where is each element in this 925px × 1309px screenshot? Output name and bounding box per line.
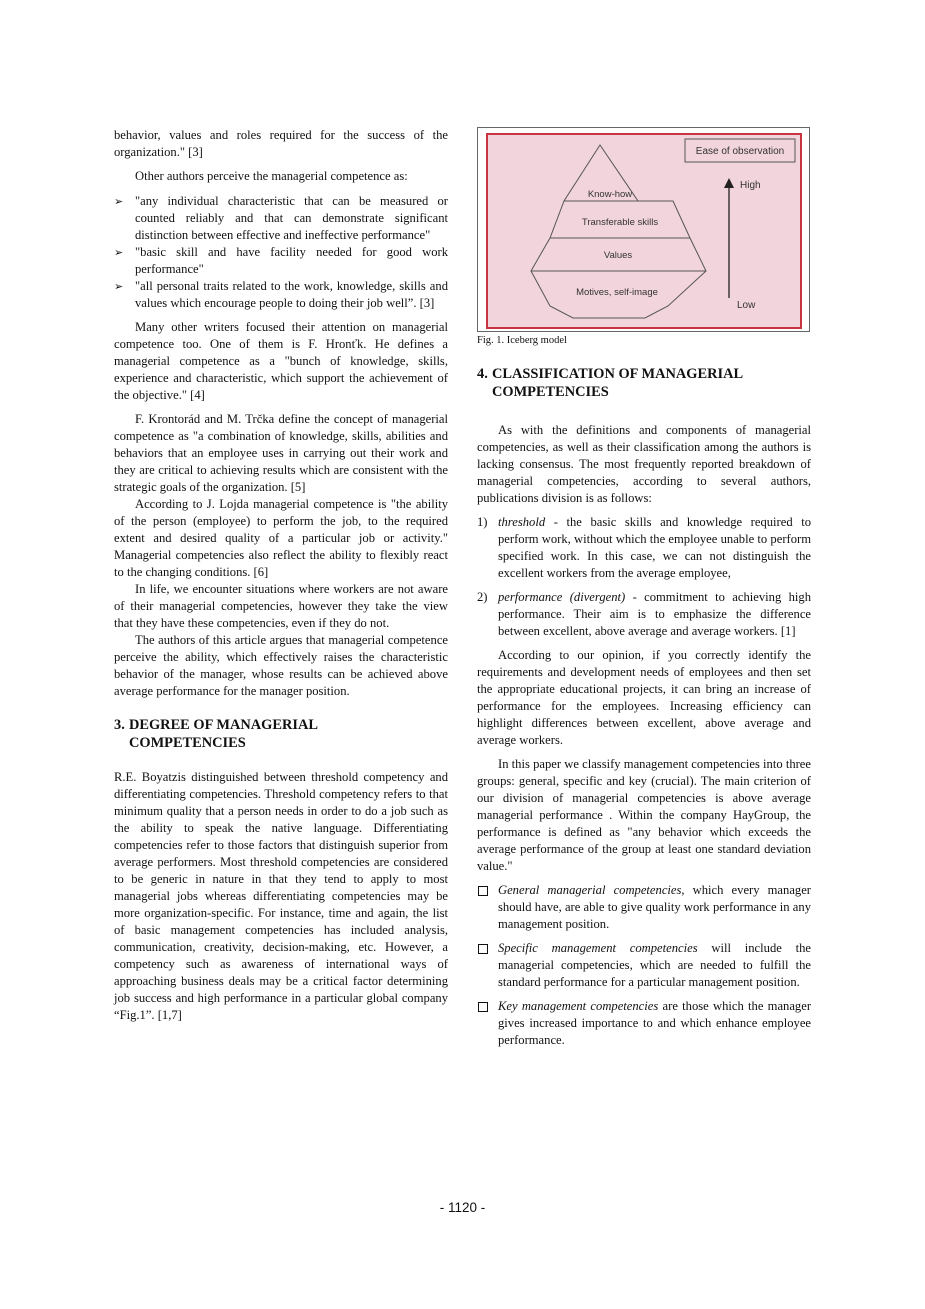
- list-item: 2) performance (divergent) - commitment to achieving high performance. Their aim is to emphasize the difference between excellent, above average and average workers. [1]: [477, 590, 812, 638]
- layer-label: Transferable skills: [581, 217, 659, 228]
- page-number: - 1120 -: [439, 1200, 486, 1215]
- paragraph: Many other writers focused their attention on managerial competence too. One of them is F. Hronťk. He defines a managerial competence as a "bunch of knowledge, skills, experience and characteristic, which support the achievement of the objective." [4]: [114, 320, 448, 402]
- list-item: 1) threshold - the basic skills and knowledge required to perform work, without which the employee unable to perform specified work. In this case, we can not distinguish the excellent workers from the average employee,: [477, 515, 811, 580]
- left-column: [114, 127, 448, 1024]
- list-item: General managerial competencies, which every manager should have, are able to give quality work performance in any management position.: [477, 882, 811, 933]
- list-item: ➢ "basic skill and have facility needed for good work performance": [114, 245, 448, 276]
- arrowhead-bullet-icon: ➢: [114, 195, 124, 208]
- list-item: Specific management competencies will include the managerial competencies, which are needed to fulfill the standard performance for a particular management position.: [477, 940, 811, 991]
- iceberg-figure: [477, 127, 810, 332]
- paragraph: According to J. Lojda managerial competence is "the ability of the person (employee) to perform the job, to the required extent and desired quality of a particular job or activity." Managerial competencies also reflect the ability to flexibly react to the changing conditions. [6]: [114, 497, 448, 579]
- right-column: [477, 127, 811, 1049]
- list-item: ➢ "any individual characteristic that can be measured or counted reliably and that can demonstrate significant distinction between effective and ineffective performance": [114, 194, 448, 242]
- section-heading: 4. CLASSIFICATION OF MANAGERIAL COMPETENCIES: [477, 366, 743, 400]
- layer-label: Motives, self-image: [576, 287, 658, 298]
- list-item: Key management competencies are those which the manager gives increased importance to and which enhance employee performance.: [477, 998, 811, 1049]
- paragraph: Other authors perceive the managerial competence as:: [135, 169, 408, 183]
- layer-label: Values: [603, 250, 633, 261]
- arrowhead-bullet-icon: ➢: [114, 280, 124, 293]
- layer-label: Know-how: [587, 189, 633, 200]
- paragraph: The authors of this article argues that managerial competence perceive the ability, which effectively raises the characteristic behavior of the manager, whose results can be achieved above average performance for the manager position.: [114, 633, 448, 698]
- paragraph: In this paper we classify management competencies into three groups: general, specific and key (crucial). The main criterion of our division of managerial competencies is above average managerial performance . Within the company HayGroup, the performance is defined as "any behavior which exceeds the average performance of the group at least one standard deviation value.": [477, 757, 811, 873]
- legend-text: Ease of observation: [695, 146, 785, 157]
- low-label: Low: [737, 300, 756, 311]
- checkbox-bullet-icon: [478, 1002, 488, 1012]
- iceberg-diagram: [478, 128, 809, 331]
- paragraph: F. Krontorád and M. Trčka define the concept of managerial competence as "a combination of knowledge, skills, abilities and behaviors that an employee uses in carrying out their work and they are critical to achieving results which are consistent with the strategic goals of the organization. [5]: [114, 412, 448, 494]
- checkbox-bullet-icon: [478, 886, 488, 896]
- checkbox-bullet-icon: [478, 944, 488, 954]
- list-item: ➢ "all personal traits related to the work, knowledge, skills and values which encourage people to doing their job well”. [3]: [114, 279, 448, 310]
- high-label: High: [740, 180, 761, 191]
- section-heading: 3. DEGREE OF MANAGERIAL COMPETENCIES: [114, 717, 318, 751]
- paragraph: In life, we encounter situations where workers are not aware of their managerial competencies, however they take the view that they have these competencies, even if they do not.: [114, 582, 448, 630]
- paragraph: behavior, values and roles required for the success of the organization." [3]: [114, 128, 448, 159]
- arrowhead-bullet-icon: ➢: [114, 246, 124, 259]
- bullet-list: [114, 193, 448, 312]
- figure-caption: Fig. 1. Iceberg model: [477, 335, 567, 346]
- paragraph: As with the definitions and components of managerial competencies, as well as their classification among the authors is lacking consensus. The most frequently reported breakdown of managerial competencies, according to several authors, publications division is as follows:: [477, 423, 811, 505]
- paragraph: According to our opinion, if you correctly identify the requirements and development needs of employees and then set the appropriate educational projects, it can bring an increase of performance for the employees. Increasing efficiency can highlight differences between excellent, above average and average workers.: [477, 648, 811, 747]
- paragraph: R.E. Boyatzis distinguished between threshold competency and differentiating competencies. Threshold competency refers to that minimum quality that a person needs in order to do a job such as the ability to speak the native language. Differentiating competencies refer to those factors that distinguish superior from average performers. Most threshold competencies are considered to be generic in nature in that they tend to apply to most managerial jobs whereas differentiating competencies may be more organization-specific. For instance, time and again, the list of basic management competencies has included analysis, communication, creativity, decision-making, etc. However, a competency such as awareness of international ways of approaching business deals may be a critical factor determining job success and high performance in a particular global company “Fig.1”. [1,7]: [114, 770, 448, 1022]
